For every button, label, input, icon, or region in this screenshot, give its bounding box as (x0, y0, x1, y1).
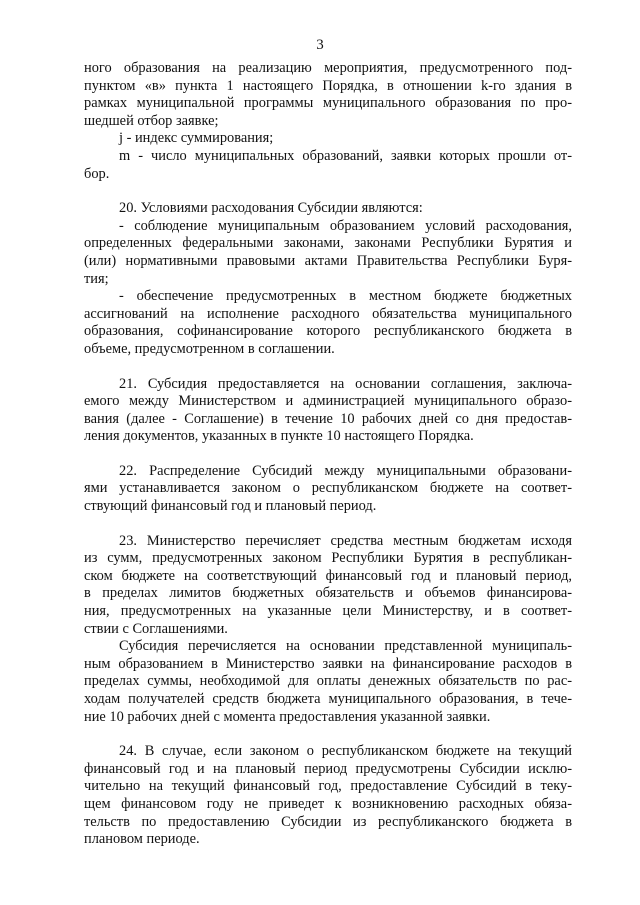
text-line: 24. В случае, если законом о республиканском бюджете на текущий (119, 743, 572, 760)
text-line: 21. Субсидия предоставляется на основании соглашения, заключа- (119, 375, 572, 392)
text-line: Субсидия перечисляется на основании представленной муниципаль- (119, 638, 572, 655)
text-line: 23. Министерство перечисляет средства местным бюджетам исходя (119, 532, 572, 549)
text-line: объеме, предусмотренном в соглашении. (84, 340, 335, 357)
text-line: пределах суммы, необходимой для оплаты денежных обязательств по рас- (84, 673, 572, 690)
paragraph-formula-continuation (84, 60, 572, 130)
paragraph-gap (84, 726, 572, 743)
paragraph-item-21 (84, 376, 572, 446)
text-line: - обеспечение предусмотренных в местном бюджете бюджетных (119, 288, 572, 305)
text-line: ного образования на реализацию мероприятия, предусмотренного под- (84, 60, 572, 76)
text-line: чительно на текущий финансовый год, предоставление Субсидий в теку- (84, 778, 572, 795)
text-line: 20. Условиями расходования Субсидии являются: (119, 200, 423, 217)
paragraph-item-20-condition-2 (84, 288, 572, 358)
text-line: ления документов, указанных в пункте 10 настоящего Порядка. (84, 428, 474, 445)
paragraph-gap (84, 359, 572, 376)
paragraph-item-24 (84, 743, 572, 849)
text-line: тельств по предоставлению Субсидии из республиканского бюджета в (84, 813, 572, 830)
text-line: рамках муниципальной программы муниципального образования по про- (84, 95, 572, 112)
paragraph-item-22 (84, 463, 572, 516)
text-line: образования, софинансирование которого республиканского бюджета в (84, 323, 572, 340)
paragraph-item-23 (84, 533, 572, 639)
paragraph-index-m (84, 148, 572, 183)
text-line: ния, предусмотренных на указанные цели Министерству, и в соответ- (84, 603, 572, 620)
text-line: в пределах лимитов бюджетных обязательств и объемов финансирова- (84, 585, 572, 602)
text-line: вания (далее - Соглашение) в течение 10 рабочих дней со дня предостав- (84, 410, 572, 427)
paragraph-item-23-subsidy-transfer (84, 638, 572, 726)
text-line: ным образованием в Министерство заявки на финансирование расходов в (84, 655, 572, 672)
text-line: - соблюдение муниципальным образованием условий расходования, (119, 217, 572, 234)
page-number: 3 (316, 37, 324, 53)
text-line: j - индекс суммирования; (119, 130, 274, 147)
text-line: бор. (84, 165, 110, 182)
paragraph-item-20 (84, 200, 572, 218)
paragraph-item-20-condition-1 (84, 218, 572, 288)
paragraph-gap (84, 516, 572, 533)
text-line: ствии с Соглашениями. (84, 620, 228, 637)
text-line: ском бюджете на соответствующий финансовый год и плановый период, (84, 567, 572, 584)
text-line: (или) нормативными правовыми актами Правительства Республики Буря- (84, 252, 572, 269)
text-line: шедшей отбор заявке; (84, 112, 219, 129)
text-line: ние 10 рабочих дней с момента предоставления указанной заявки. (84, 708, 491, 725)
text-line: щем финансовом году не приведет к возникновению расходных обяза- (84, 795, 572, 812)
paragraph-gap (84, 183, 572, 200)
text-line: m - число муниципальных образований, заявки которых прошли от- (119, 147, 572, 164)
text-line: тия; (84, 270, 109, 287)
text-line: ходам получателей средств бюджета муниципального образования, в тече- (84, 691, 572, 707)
text-line: 22. Распределение Субсидий между муниципальными образовани- (119, 462, 572, 479)
text-line: пунктом «в» пункта 1 настоящего Порядка, в отношении k-го здания в (84, 77, 572, 94)
text-line: финансовый год и на плановый период предусмотрены Субсидии исклю- (84, 760, 572, 777)
text-line: емого между Министерством и администрацией муниципального образо- (84, 393, 572, 410)
text-line: ями устанавливается законом о республиканском бюджете на соответ- (84, 480, 572, 497)
paragraph-gap (84, 446, 572, 463)
text-line: из сумм, предусмотренных законом Республики Бурятия в республикан- (84, 550, 572, 567)
document-body (84, 60, 572, 849)
text-line: ассигнований на исполнение расходного обязательства муниципального (84, 305, 572, 322)
text-line: ствующий финансовый год и плановый период. (84, 498, 377, 515)
paragraph-index-j (84, 130, 572, 148)
text-line: плановом периоде. (84, 831, 200, 848)
text-line: определенных федеральными законами, законами Республики Бурятия и (84, 235, 572, 252)
